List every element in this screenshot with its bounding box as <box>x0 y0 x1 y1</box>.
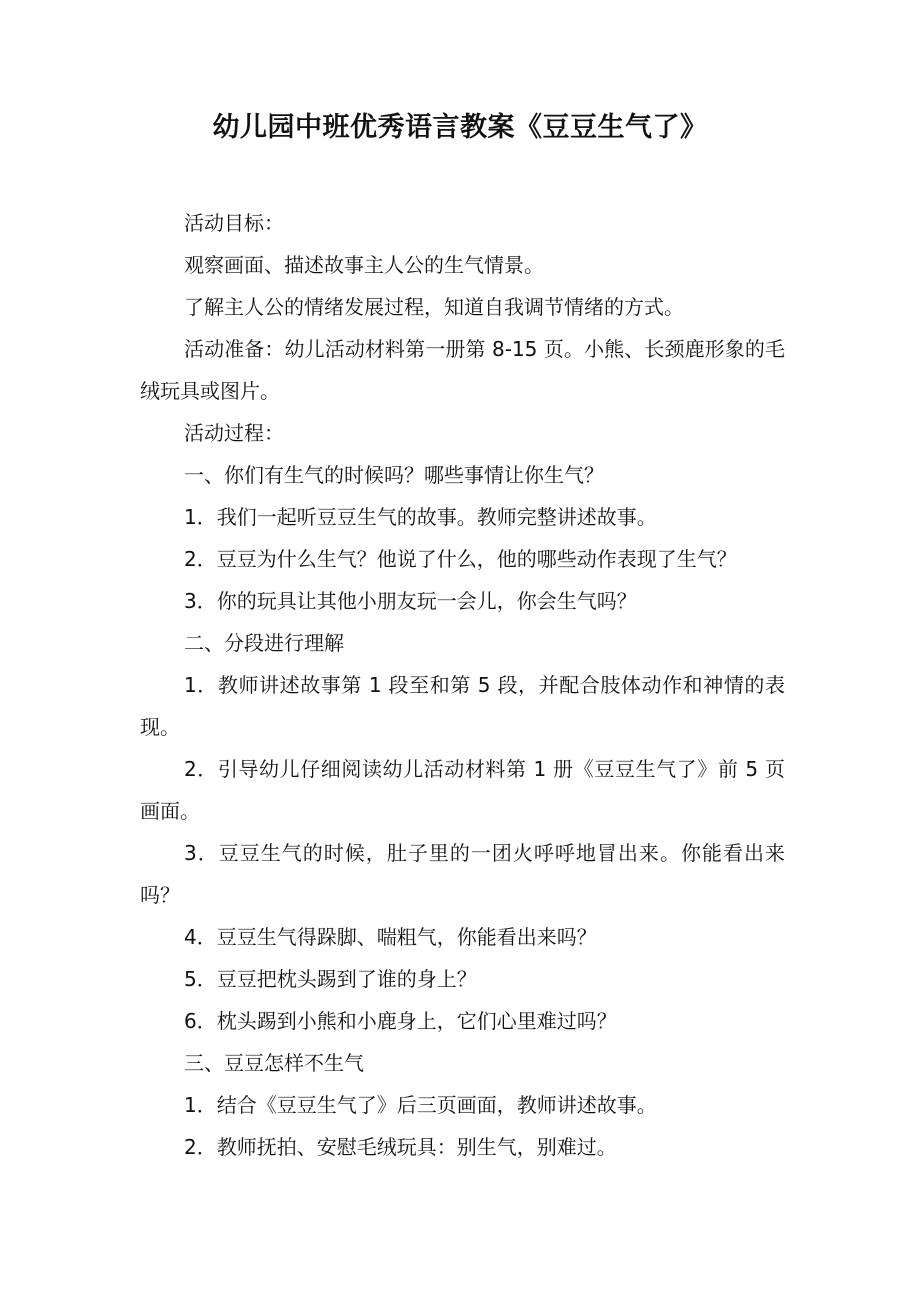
paragraph-item-2-1: 1．教师讲述故事第 1 段至和第 5 段，并配合肢体动作和神情的表现。 <box>140 673 785 739</box>
paragraph-item-3-1: 1．结合《豆豆生气了》后三页画面，教师讲述故事。 <box>184 1093 657 1117</box>
paragraph-item-2-4: 4．豆豆生气得跺脚、喘粗气，你能看出来吗？ <box>184 925 597 949</box>
document-body <box>140 202 785 1168</box>
paragraph-process-heading: 活动过程： <box>184 421 284 445</box>
paragraph-section-2: 二、分段进行理解 <box>184 631 344 655</box>
paragraph-item-1-1: 1．我们一起听豆豆生气的故事。教师完整讲述故事。 <box>184 505 657 529</box>
paragraph-item-2-3: 3．豆豆生气的时候，肚子里的一团火呼呼地冒出来。你能看出来吗？ <box>140 841 785 907</box>
paragraph-item-3-2: 2．教师抚拍、安慰毛绒玩具：别生气，别难过。 <box>184 1135 617 1159</box>
paragraph-goals-heading: 活动目标： <box>184 211 284 235</box>
paragraph-item-2-6: 6．枕头踢到小熊和小鹿身上，它们心里难过吗？ <box>184 1009 617 1033</box>
paragraph-item-1-3: 3．你的玩具让其他小朋友玩一会儿，你会生气吗？ <box>184 589 637 613</box>
paragraph-item-2-5: 5．豆豆把枕头踢到了谁的身上？ <box>184 967 477 991</box>
document-title: 幼儿园中班优秀语言教案《豆豆生气了》 <box>212 112 708 143</box>
paragraph-goal-1: 观察画面、描述故事主人公的生气情景。 <box>184 253 544 277</box>
paragraph-item-2-2: 2．引导幼儿仔细阅读幼儿活动材料第 1 册《豆豆生气了》前 5 页画面。 <box>140 757 785 823</box>
paragraph-goal-2: 了解主人公的情绪发展过程，知道自我调节情绪的方式。 <box>184 295 684 319</box>
paragraph-section-3: 三、豆豆怎样不生气 <box>184 1051 364 1075</box>
paragraph-preparation: 活动准备：幼儿活动材料第一册第 8-15 页。小熊、长颈鹿形象的毛绒玩具或图片。 <box>140 337 785 403</box>
paragraph-item-1-2: 2．豆豆为什么生气？他说了什么，他的哪些动作表现了生气？ <box>184 547 737 571</box>
paragraph-section-1: 一、你们有生气的时候吗？哪些事情让你生气？ <box>184 463 604 487</box>
